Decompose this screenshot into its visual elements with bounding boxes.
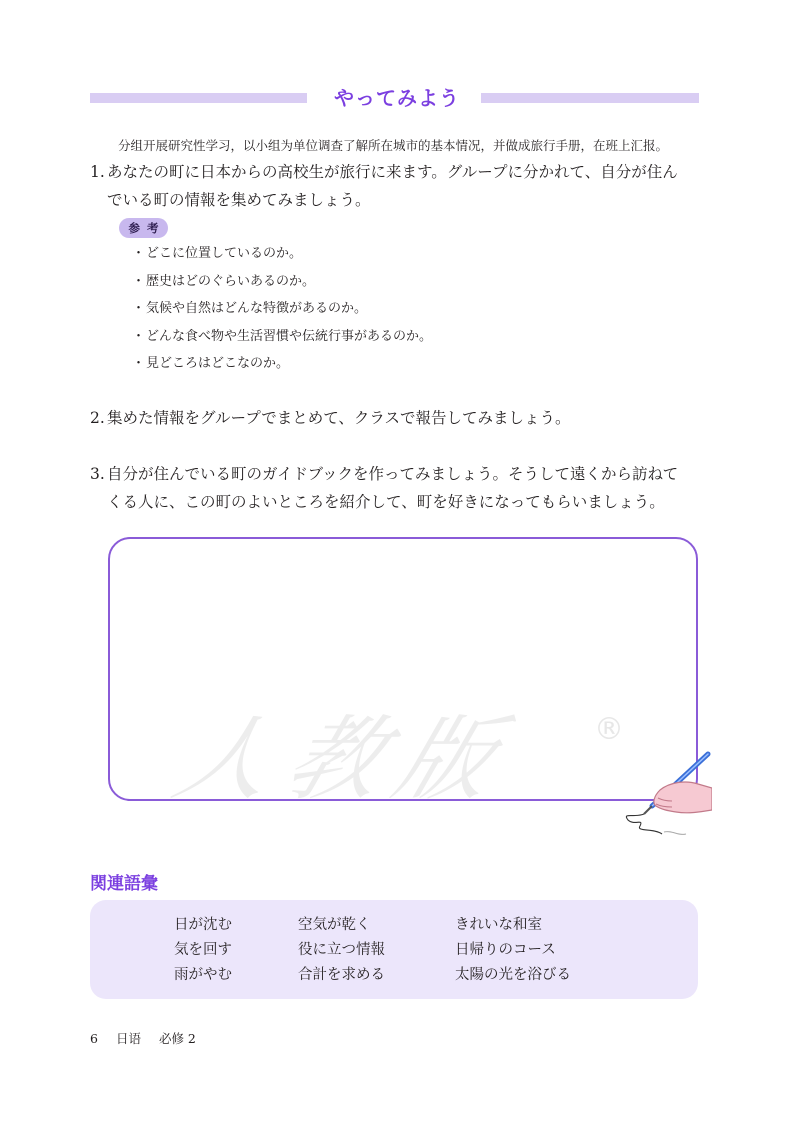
hand-writing-icon: [600, 748, 712, 838]
book-volume: 必修 2: [158, 1031, 196, 1046]
vocab-column-3: [455, 913, 571, 988]
task-text-cont: でいる町の情報を集めてみましょう。: [107, 191, 371, 209]
task-text: 集めた情報をグループでまとめて、クラスで報告してみましょう。: [107, 409, 571, 427]
header-bar-right: [481, 93, 699, 103]
vocab-column-2: [298, 913, 385, 988]
watermark-logo: 人教版: [162, 706, 528, 813]
vocab-column-1: [174, 913, 232, 988]
vocab-item: 役に立つ情報: [298, 942, 385, 958]
vocab-item: きれいな和室: [455, 917, 542, 933]
task-text: 自分が住んでいる町のガイドブックを作ってみましょう。そうして遠くから訪ねて: [107, 465, 679, 483]
vocab-item: 日帰りのコース: [455, 942, 556, 958]
vocab-item: 雨がやむ: [174, 967, 232, 983]
intro-text: 分组开展研究性学习，以小组为单位调查了解所在城市的基本情况，并做成旅行手册，在班上汇报。: [118, 138, 669, 153]
vocab-title: 関連語彙: [90, 874, 158, 894]
task-2: [90, 404, 570, 432]
vocab-item: 合計を求める: [298, 967, 385, 983]
page-footer: [90, 1029, 210, 1047]
task-1: [90, 158, 678, 214]
section-title: やってみよう: [334, 86, 460, 110]
task-text: あなたの町に日本からの高校生が旅行に来ます。グループに分かれて、自分が住ん: [107, 163, 678, 181]
reference-item: ・どこに位置しているのか。: [132, 246, 303, 261]
task-number: 3.: [90, 465, 105, 483]
reference-badge: 参考: [119, 218, 168, 238]
reference-item: ・気候や自然はどんな特徴があるのか。: [132, 301, 368, 316]
vocab-item: 日が沈む: [174, 917, 232, 933]
registered-mark: ®: [594, 712, 624, 747]
reference-item: ・見どころはどこなのか。: [132, 356, 290, 371]
task-number: 1.: [90, 163, 105, 181]
task-number: 2.: [90, 409, 105, 427]
reference-item: ・どんな食べ物や生活習慣や伝統行事があるのか。: [132, 328, 433, 344]
vocab-item: 空気が乾く: [298, 917, 371, 933]
header-bar-left: [90, 93, 307, 103]
page-number: 6: [90, 1031, 98, 1046]
book-name: 日语: [115, 1031, 141, 1046]
vocab-item: 気を回す: [174, 942, 232, 958]
reference-list: [132, 240, 432, 378]
task-text-cont: くる人に、この町のよいところを紹介して、町を好きになってもらいましょう。: [107, 493, 665, 511]
vocab-item: 太陽の光を浴びる: [455, 967, 571, 983]
task-3: [90, 460, 678, 516]
reference-item: ・歴史はどのぐらいあるのか。: [132, 273, 316, 289]
